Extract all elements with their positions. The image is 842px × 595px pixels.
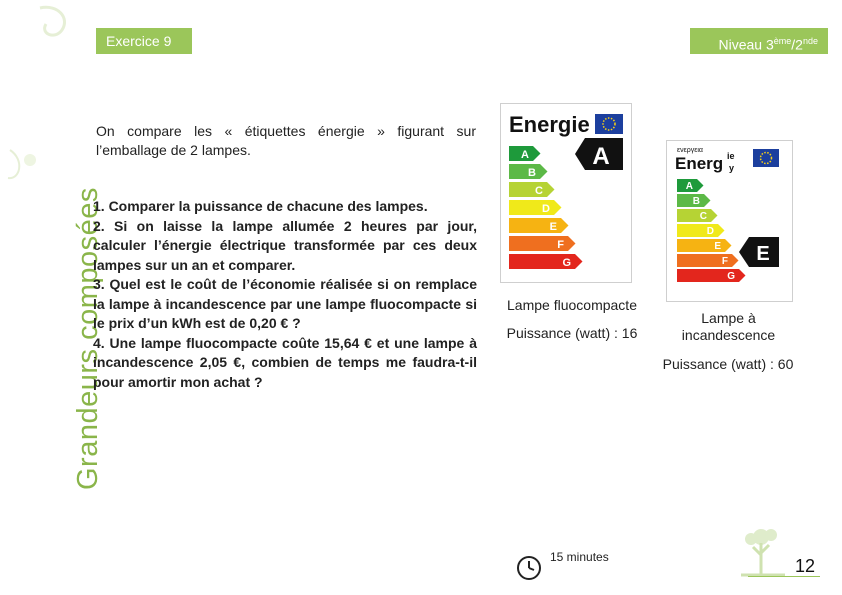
label2-class-bar-c	[677, 209, 718, 222]
label2-class-bar-e	[677, 239, 732, 252]
label1-title: Energie	[509, 112, 590, 137]
label1-class-bar-g	[509, 254, 583, 269]
eu-flag-icon	[753, 149, 779, 167]
label1-class-letter-f: F	[557, 239, 564, 251]
level-sup-1: ème	[773, 36, 792, 46]
label1-class-bar-d	[509, 200, 562, 215]
label1-rating-arrow	[575, 138, 623, 170]
sidebar-swirl-decoration	[0, 0, 80, 595]
label2-class-letter-f: F	[721, 256, 728, 267]
energy-label-1-graphic	[501, 104, 631, 282]
clock-icon	[516, 555, 542, 581]
duration-text: 15 minutes	[550, 550, 609, 564]
sidebar-title: Grandeurs composées	[72, 187, 104, 490]
label2-class-letter-e: E	[714, 241, 721, 252]
question-3: 3. Quel est le coût de l’économie réalisée si on remplace la lampe à incandescence par une lampe fluocompacte si le prix d’un kWh est de 0,20 € ?	[93, 276, 477, 331]
exercise-tag: Exercice 9	[96, 28, 192, 54]
label2-class-bar-d	[677, 224, 725, 237]
question-list	[93, 197, 477, 392]
label2-class-bar-f	[677, 254, 739, 267]
label2-class-letter-c: C	[699, 211, 707, 222]
page-number: 12	[795, 556, 816, 576]
label1-class-letter-b: B	[528, 167, 536, 179]
label1-rating-letter: A	[592, 143, 610, 170]
energy-label-2-graphic	[667, 141, 792, 301]
label1-class-bar-e	[509, 218, 569, 233]
sidebar	[0, 0, 104, 595]
energy-label-fluocompact	[500, 103, 632, 283]
label1-caption: Lampe fluocompacte	[507, 297, 637, 313]
question-1: 1. Comparer la puissance de chacune des lampes.	[93, 198, 428, 214]
label2-rating-arrow	[739, 237, 779, 267]
label1-class-letter-a: A	[521, 149, 529, 161]
intro-text: On compare les « étiquettes énergie » figurant sur l’emballage de 2 lampes.	[96, 123, 476, 158]
label2-class-letter-g: G	[727, 271, 735, 282]
label1-power: Puissance (watt) : 16	[506, 325, 638, 341]
level-prefix: Niveau 3	[718, 36, 774, 53]
label2-title-suffix: ie	[727, 151, 735, 161]
page-number-underline	[748, 576, 820, 577]
label2-title-top: ενεργεια	[677, 147, 703, 154]
label2-title-main: Energ	[675, 154, 724, 173]
label1-class-letter-e: E	[549, 221, 557, 233]
tree-logo-icon	[733, 525, 793, 579]
label2-caption: Lampe à incandescence	[681, 310, 776, 343]
label1-class-letter-g: G	[562, 257, 571, 269]
label1-class-bar-c	[509, 182, 555, 197]
label1-class-letter-c: C	[535, 185, 543, 197]
label2-class-bar-g	[677, 269, 746, 282]
label1-class-bar-f	[509, 236, 576, 251]
question-4: 4. Une lampe fluocompacte coûte 15,64 € et une lampe à incandescence 2,05 €, combien de temps me faudra-t-il pour amortir mon achat ?	[93, 334, 477, 390]
label1-class-letter-d: D	[542, 203, 550, 215]
level-tag	[690, 28, 828, 54]
label2-class-letter-d: D	[706, 226, 714, 237]
question-2: 2. Si on laisse la lampe allumée 2 heures par jour, calculer l’énergie électrique transformée par ces deux lampes sur un an et comparer.	[93, 217, 477, 273]
eu-flag-icon	[595, 114, 623, 134]
label2-power: Puissance (watt) : 60	[662, 356, 794, 372]
level-sup-2: nde	[802, 36, 818, 46]
label2-rating-letter: E	[756, 243, 770, 265]
label2-class-letter-b: B	[692, 196, 700, 207]
energy-label-incandescent	[666, 140, 793, 302]
level-separator: /2	[791, 36, 803, 53]
label2-title-y: y	[729, 163, 735, 173]
label2-class-letter-a: A	[685, 181, 693, 192]
